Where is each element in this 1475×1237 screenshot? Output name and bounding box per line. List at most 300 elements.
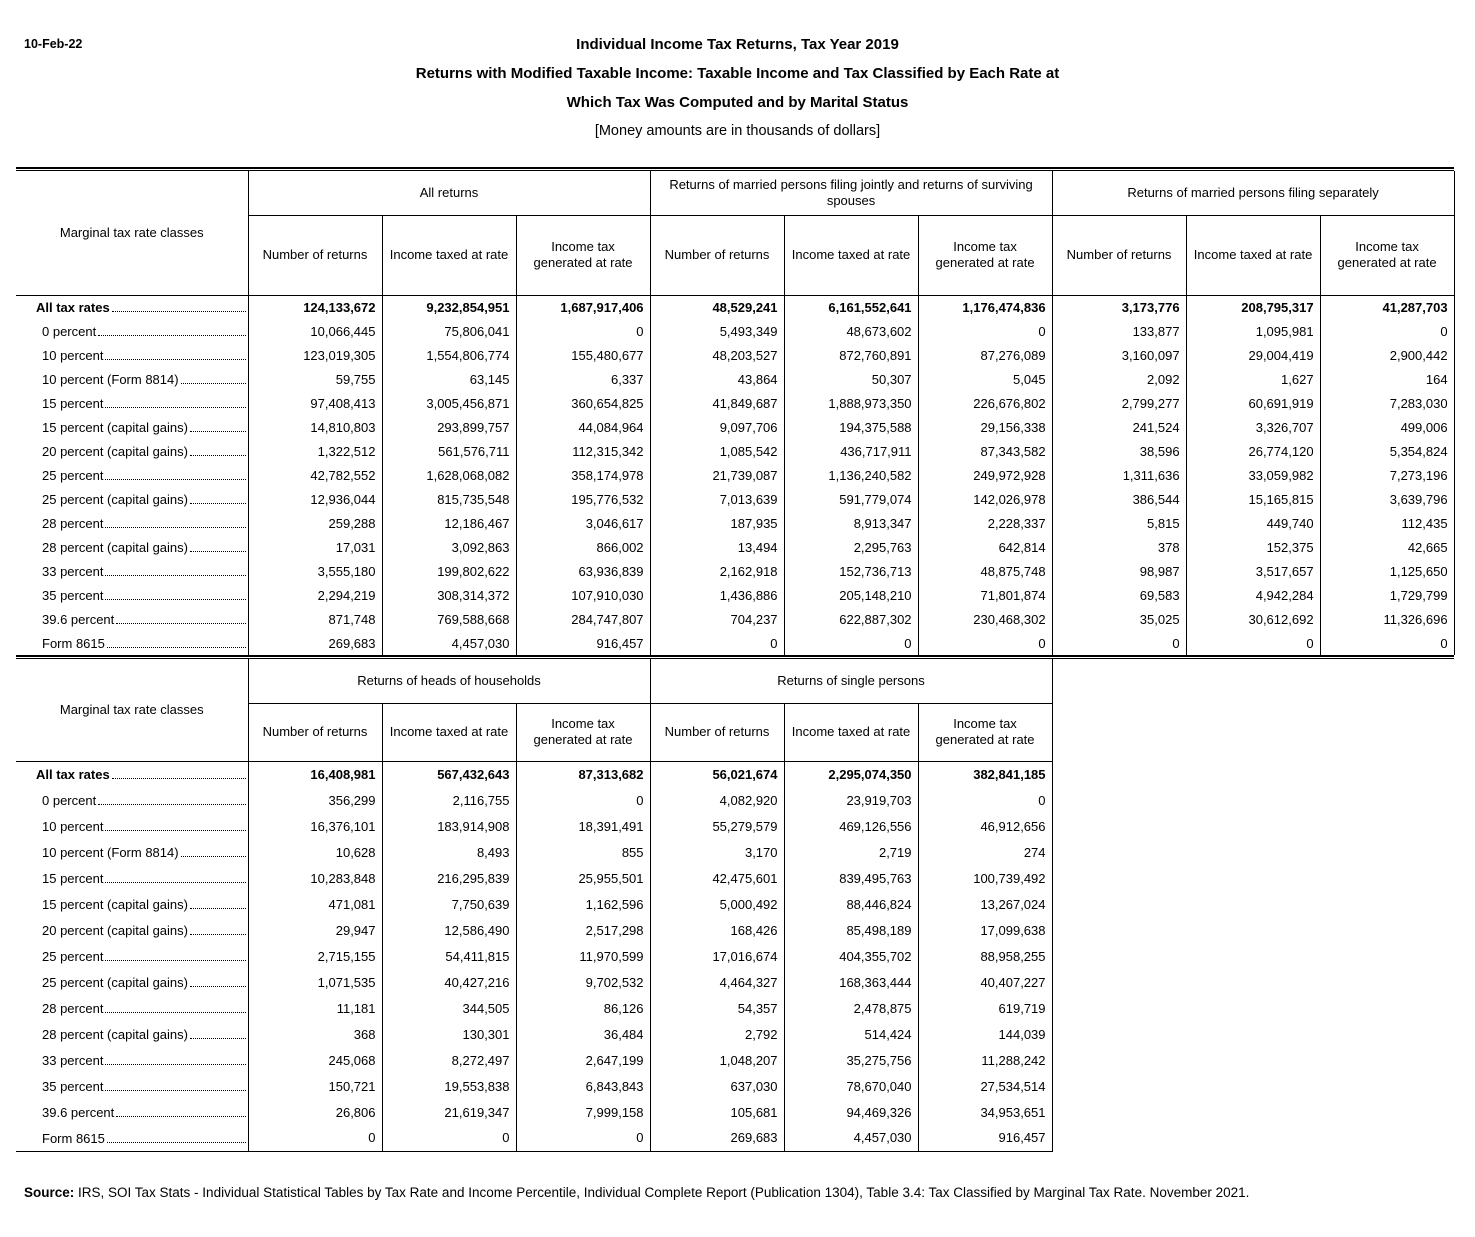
value-cell: 0 [784,631,918,655]
money-units-note: [Money amounts are in thousands of dollars] [594,123,881,139]
dot-leader [190,539,246,552]
value-cell: 13,267,024 [918,891,1052,917]
value-cell: 3,046,617 [516,511,650,535]
value-cell: 274 [918,839,1052,865]
row-label-text: 28 percent (capital gains) [42,540,188,555]
row-label-header: Marginal tax rate classes [16,659,248,761]
row-label [16,865,248,891]
value-cell: 88,446,824 [784,891,918,917]
group-header-1: Returns of heads of households [248,659,650,703]
dot-leader [105,1052,245,1065]
table-row [16,415,1454,439]
dot-leader [105,347,245,360]
row-label [16,1073,248,1099]
value-cell: 3,555,180 [248,559,382,583]
dot-leader [107,1130,246,1143]
value-cell: 11,326,696 [1320,607,1454,631]
value-cell: 2,295,763 [784,535,918,559]
column-header: Income taxed at rate [382,703,516,761]
tax-table-top [16,171,1455,655]
value-cell: 29,947 [248,917,382,943]
value-cell: 17,031 [248,535,382,559]
value-cell: 6,843,843 [516,1073,650,1099]
table-row [16,943,1052,969]
column-header: Number of returns [650,215,784,295]
value-cell: 50,307 [784,367,918,391]
value-cell: 97,408,413 [248,391,382,415]
table-row [16,787,1052,813]
value-cell: 55,279,579 [650,813,784,839]
value-cell: 123,019,305 [248,343,382,367]
dot-leader [190,896,246,909]
value-cell: 1,125,650 [1320,559,1454,583]
value-cell: 3,005,456,871 [382,391,516,415]
value-cell: 54,411,815 [382,943,516,969]
table-row [16,1073,1052,1099]
table-row [16,559,1454,583]
value-cell: 144,039 [918,1021,1052,1047]
value-cell: 152,736,713 [784,559,918,583]
row-label-text: 33 percent [42,1053,104,1068]
value-cell: 3,160,097 [1052,343,1186,367]
value-cell: 195,776,532 [516,487,650,511]
value-cell: 133,877 [1052,319,1186,343]
value-cell: 21,739,087 [650,463,784,487]
value-cell: 17,099,638 [918,917,1052,943]
row-label [16,607,248,631]
value-cell: 269,683 [248,631,382,655]
value-cell: 382,841,185 [918,761,1052,787]
value-cell: 155,480,677 [516,343,650,367]
value-cell: 0 [1320,319,1454,343]
dot-leader [107,635,246,648]
column-header: Income tax generated at rate [918,703,1052,761]
value-cell: 29,004,419 [1186,343,1320,367]
value-cell: 1,322,512 [248,439,382,463]
row-label-text: 10 percent (Form 8814) [42,372,179,387]
value-cell: 48,673,602 [784,319,918,343]
value-cell: 12,586,490 [382,917,516,943]
row-label-text: 20 percent (capital gains) [42,923,188,938]
value-cell: 0 [918,631,1052,655]
value-cell: 63,936,839 [516,559,650,583]
report-title-block [0,30,1475,146]
dot-leader [105,467,245,480]
column-header: Income taxed at rate [784,703,918,761]
row-label-text: 28 percent (capital gains) [42,1027,188,1042]
dot-leader [98,792,245,805]
value-cell: 11,288,242 [918,1047,1052,1073]
table-row [16,631,1454,655]
value-cell: 2,092 [1052,367,1186,391]
value-cell: 34,953,651 [918,1099,1052,1125]
value-cell: 208,795,317 [1186,295,1320,319]
value-cell: 10,066,445 [248,319,382,343]
value-cell: 230,468,302 [918,607,1052,631]
value-cell: 0 [516,787,650,813]
dot-leader [105,515,245,528]
value-cell: 14,810,803 [248,415,382,439]
value-cell: 6,161,552,641 [784,295,918,319]
value-cell: 41,849,687 [650,391,784,415]
value-cell: 769,588,668 [382,607,516,631]
tax-table-bottom [16,659,1053,1152]
value-cell: 216,295,839 [382,865,516,891]
row-label [16,969,248,995]
value-cell: 11,181 [248,995,382,1021]
table-row [16,463,1454,487]
table-row [16,391,1454,415]
dot-leader [190,419,246,432]
value-cell: 17,016,674 [650,943,784,969]
value-cell: 21,619,347 [382,1099,516,1125]
dot-leader [98,323,245,336]
row-label-text: 15 percent (capital gains) [42,897,188,912]
row-label-text: 15 percent (capital gains) [42,420,188,435]
value-cell: 0 [382,1125,516,1151]
value-cell: 44,084,964 [516,415,650,439]
value-cell: 2,295,074,350 [784,761,918,787]
row-label-text: 25 percent (capital gains) [42,492,188,507]
value-cell: 54,357 [650,995,784,1021]
value-cell: 3,326,707 [1186,415,1320,439]
row-label [16,761,248,787]
value-cell: 87,343,582 [918,439,1052,463]
value-cell: 637,030 [650,1073,784,1099]
value-cell: 98,987 [1052,559,1186,583]
table-row [16,813,1052,839]
table-row [16,839,1052,865]
value-cell: 1,162,596 [516,891,650,917]
value-cell: 7,273,196 [1320,463,1454,487]
value-cell: 358,174,978 [516,463,650,487]
value-cell: 0 [918,787,1052,813]
value-cell: 356,299 [248,787,382,813]
value-cell: 4,457,030 [784,1125,918,1151]
row-label [16,631,248,655]
dot-leader [112,766,246,779]
value-cell: 1,085,542 [650,439,784,463]
value-cell: 75,806,041 [382,319,516,343]
value-cell: 471,081 [248,891,382,917]
row-label-text: 10 percent (Form 8814) [42,845,179,860]
value-cell: 378 [1052,535,1186,559]
dot-leader [190,1026,246,1039]
dot-leader [190,922,246,935]
value-cell: 112,315,342 [516,439,650,463]
value-cell: 100,739,492 [918,865,1052,891]
table-area [16,167,1454,1152]
row-label [16,463,248,487]
value-cell: 855 [516,839,650,865]
value-cell: 3,092,863 [382,535,516,559]
row-label-text: 15 percent [42,871,104,886]
value-cell: 1,311,636 [1052,463,1186,487]
value-cell: 1,687,917,406 [516,295,650,319]
table-row [16,1125,1052,1151]
value-cell: 23,919,703 [784,787,918,813]
dot-leader [112,299,246,312]
row-label-text: 0 percent [42,793,97,808]
value-cell: 1,554,806,774 [382,343,516,367]
row-label [16,295,248,319]
row-label-text: 10 percent [42,348,104,363]
value-cell: 245,068 [248,1047,382,1073]
value-cell: 112,435 [1320,511,1454,535]
row-label [16,439,248,463]
value-cell: 18,391,491 [516,813,650,839]
dot-leader [105,1078,245,1091]
report-title-line-1: Individual Income Tax Returns, Tax Year 2019 [576,36,899,53]
value-cell: 71,801,874 [918,583,1052,607]
value-cell: 35,025 [1052,607,1186,631]
value-cell: 48,529,241 [650,295,784,319]
value-cell: 0 [516,1125,650,1151]
value-cell: 5,000,492 [650,891,784,917]
value-cell: 815,735,548 [382,487,516,511]
value-cell: 0 [248,1125,382,1151]
value-cell: 8,272,497 [382,1047,516,1073]
dot-leader [105,870,245,883]
value-cell: 839,495,763 [784,865,918,891]
value-cell: 1,095,981 [1186,319,1320,343]
value-cell: 42,782,552 [248,463,382,487]
value-cell: 2,478,875 [784,995,918,1021]
row-label-text: 28 percent [42,516,104,531]
value-cell: 499,006 [1320,415,1454,439]
row-label-text: 0 percent [42,324,97,339]
value-cell: 449,740 [1186,511,1320,535]
dot-leader [116,1104,245,1117]
dot-leader [190,443,246,456]
value-cell: 16,408,981 [248,761,382,787]
value-cell: 35,275,756 [784,1047,918,1073]
value-cell: 1,729,799 [1320,583,1454,607]
value-cell: 7,013,639 [650,487,784,511]
value-cell: 2,294,219 [248,583,382,607]
table-row [16,583,1454,607]
value-cell: 916,457 [918,1125,1052,1151]
value-cell: 56,021,674 [650,761,784,787]
row-label-text: 20 percent (capital gains) [42,444,188,459]
value-cell: 561,576,711 [382,439,516,463]
dot-leader [190,491,246,504]
column-header: Income taxed at rate [382,215,516,295]
source-note [24,1185,1475,1200]
value-cell: 86,126 [516,995,650,1021]
value-cell: 124,133,672 [248,295,382,319]
value-cell: 344,505 [382,995,516,1021]
row-label [16,511,248,535]
value-cell: 5,493,349 [650,319,784,343]
value-cell: 40,407,227 [918,969,1052,995]
column-header: Number of returns [650,703,784,761]
row-label [16,415,248,439]
value-cell: 10,283,848 [248,865,382,891]
value-cell: 11,970,599 [516,943,650,969]
value-cell: 168,363,444 [784,969,918,995]
value-cell: 48,875,748 [918,559,1052,583]
value-cell: 25,955,501 [516,865,650,891]
report-date: 10-Feb-22 [24,37,83,51]
value-cell: 3,170 [650,839,784,865]
table-row [16,917,1052,943]
row-label [16,367,248,391]
row-label-text: 35 percent [42,1079,104,1094]
value-cell: 4,457,030 [382,631,516,655]
value-cell: 3,517,657 [1186,559,1320,583]
value-cell: 871,748 [248,607,382,631]
value-cell: 5,815 [1052,511,1186,535]
row-label [16,391,248,415]
row-label [16,995,248,1021]
value-cell: 9,097,706 [650,415,784,439]
value-cell: 5,045 [918,367,1052,391]
value-cell: 3,639,796 [1320,487,1454,511]
row-label [16,1099,248,1125]
row-label-header: Marginal tax rate classes [16,171,248,295]
value-cell: 0 [1186,631,1320,655]
tax-table-top-container [16,171,1454,655]
value-cell: 619,719 [918,995,1052,1021]
row-label-text: 28 percent [42,1001,104,1016]
value-cell: 26,774,120 [1186,439,1320,463]
value-cell: 12,186,467 [382,511,516,535]
row-label-text: 25 percent (capital gains) [42,975,188,990]
value-cell: 2,517,298 [516,917,650,943]
table-row [16,891,1052,917]
row-label-text: 25 percent [42,468,104,483]
value-cell: 40,427,216 [382,969,516,995]
value-cell: 2,116,755 [382,787,516,813]
value-cell: 199,802,622 [382,559,516,583]
value-cell: 87,313,682 [516,761,650,787]
row-label [16,813,248,839]
value-cell: 360,654,825 [516,391,650,415]
value-cell: 704,237 [650,607,784,631]
row-label [16,535,248,559]
value-cell: 872,760,891 [784,343,918,367]
dot-leader [105,948,245,961]
row-label-text: 15 percent [42,396,104,411]
row-label [16,1125,248,1151]
report-title-line-2: Returns with Modified Taxable Income: Taxable Income and Tax Classified by Each Rate at [415,65,1060,82]
table-row [16,367,1454,391]
dot-leader [105,587,245,600]
value-cell: 1,176,474,836 [918,295,1052,319]
value-cell: 3,173,776 [1052,295,1186,319]
value-cell: 168,426 [650,917,784,943]
source-label: Source: [24,1184,75,1200]
value-cell: 4,464,327 [650,969,784,995]
value-cell: 241,524 [1052,415,1186,439]
value-cell: 33,059,982 [1186,463,1320,487]
value-cell: 36,484 [516,1021,650,1047]
value-cell: 183,914,908 [382,813,516,839]
value-cell: 5,354,824 [1320,439,1454,463]
row-label-text: 33 percent [42,564,104,579]
value-cell: 866,002 [516,535,650,559]
row-label [16,1021,248,1047]
row-label [16,787,248,813]
value-cell: 78,670,040 [784,1073,918,1099]
value-cell: 226,676,802 [918,391,1052,415]
value-cell: 284,747,807 [516,607,650,631]
value-cell: 2,900,442 [1320,343,1454,367]
row-label-text: All tax rates [36,767,110,783]
row-label [16,487,248,511]
table-row [16,865,1052,891]
group-header-3: Returns of married persons filing separately [1052,171,1454,215]
value-cell: 1,436,886 [650,583,784,607]
value-cell: 105,681 [650,1099,784,1125]
value-cell: 368 [248,1021,382,1047]
value-cell: 29,156,338 [918,415,1052,439]
value-cell: 19,553,838 [382,1073,516,1099]
value-cell: 4,942,284 [1186,583,1320,607]
value-cell: 2,715,155 [248,943,382,969]
value-cell: 1,048,207 [650,1047,784,1073]
row-label-text: 10 percent [42,819,104,834]
value-cell: 622,887,302 [784,607,918,631]
report-title-line-3: Which Tax Was Computed and by Marital Status [566,94,909,111]
value-cell: 9,702,532 [516,969,650,995]
value-cell: 187,935 [650,511,784,535]
tax-table-bottom-container [16,659,1454,1152]
value-cell: 0 [650,631,784,655]
value-cell: 8,913,347 [784,511,918,535]
value-cell: 642,814 [918,535,1052,559]
dot-leader [190,974,246,987]
value-cell: 87,276,089 [918,343,1052,367]
value-cell: 249,972,928 [918,463,1052,487]
value-cell: 0 [1320,631,1454,655]
column-header: Income tax generated at rate [516,703,650,761]
value-cell: 194,375,588 [784,415,918,439]
table-row [16,1021,1052,1047]
value-cell: 88,958,255 [918,943,1052,969]
value-cell: 9,232,854,951 [382,295,516,319]
row-label-text: 25 percent [42,949,104,964]
value-cell: 26,806 [248,1099,382,1125]
value-cell: 293,899,757 [382,415,516,439]
row-label-text: Form 8615 [42,636,105,651]
dot-leader [105,395,245,408]
row-label-text: Form 8615 [42,1130,105,1146]
dot-leader [181,844,246,857]
value-cell: 6,337 [516,367,650,391]
dot-leader [105,563,245,576]
value-cell: 85,498,189 [784,917,918,943]
column-header: Number of returns [248,215,382,295]
table-row [16,995,1052,1021]
value-cell: 2,647,199 [516,1047,650,1073]
value-cell: 59,755 [248,367,382,391]
value-cell: 142,026,978 [918,487,1052,511]
value-cell: 269,683 [650,1125,784,1151]
value-cell: 567,432,643 [382,761,516,787]
value-cell: 13,494 [650,535,784,559]
value-cell: 60,691,919 [1186,391,1320,415]
value-cell: 205,148,210 [784,583,918,607]
value-cell: 63,145 [382,367,516,391]
group-header-1: All returns [248,171,650,215]
row-label [16,891,248,917]
value-cell: 591,779,074 [784,487,918,511]
value-cell: 436,717,911 [784,439,918,463]
value-cell: 46,912,656 [918,813,1052,839]
row-label-text: 39.6 percent [42,1105,115,1120]
